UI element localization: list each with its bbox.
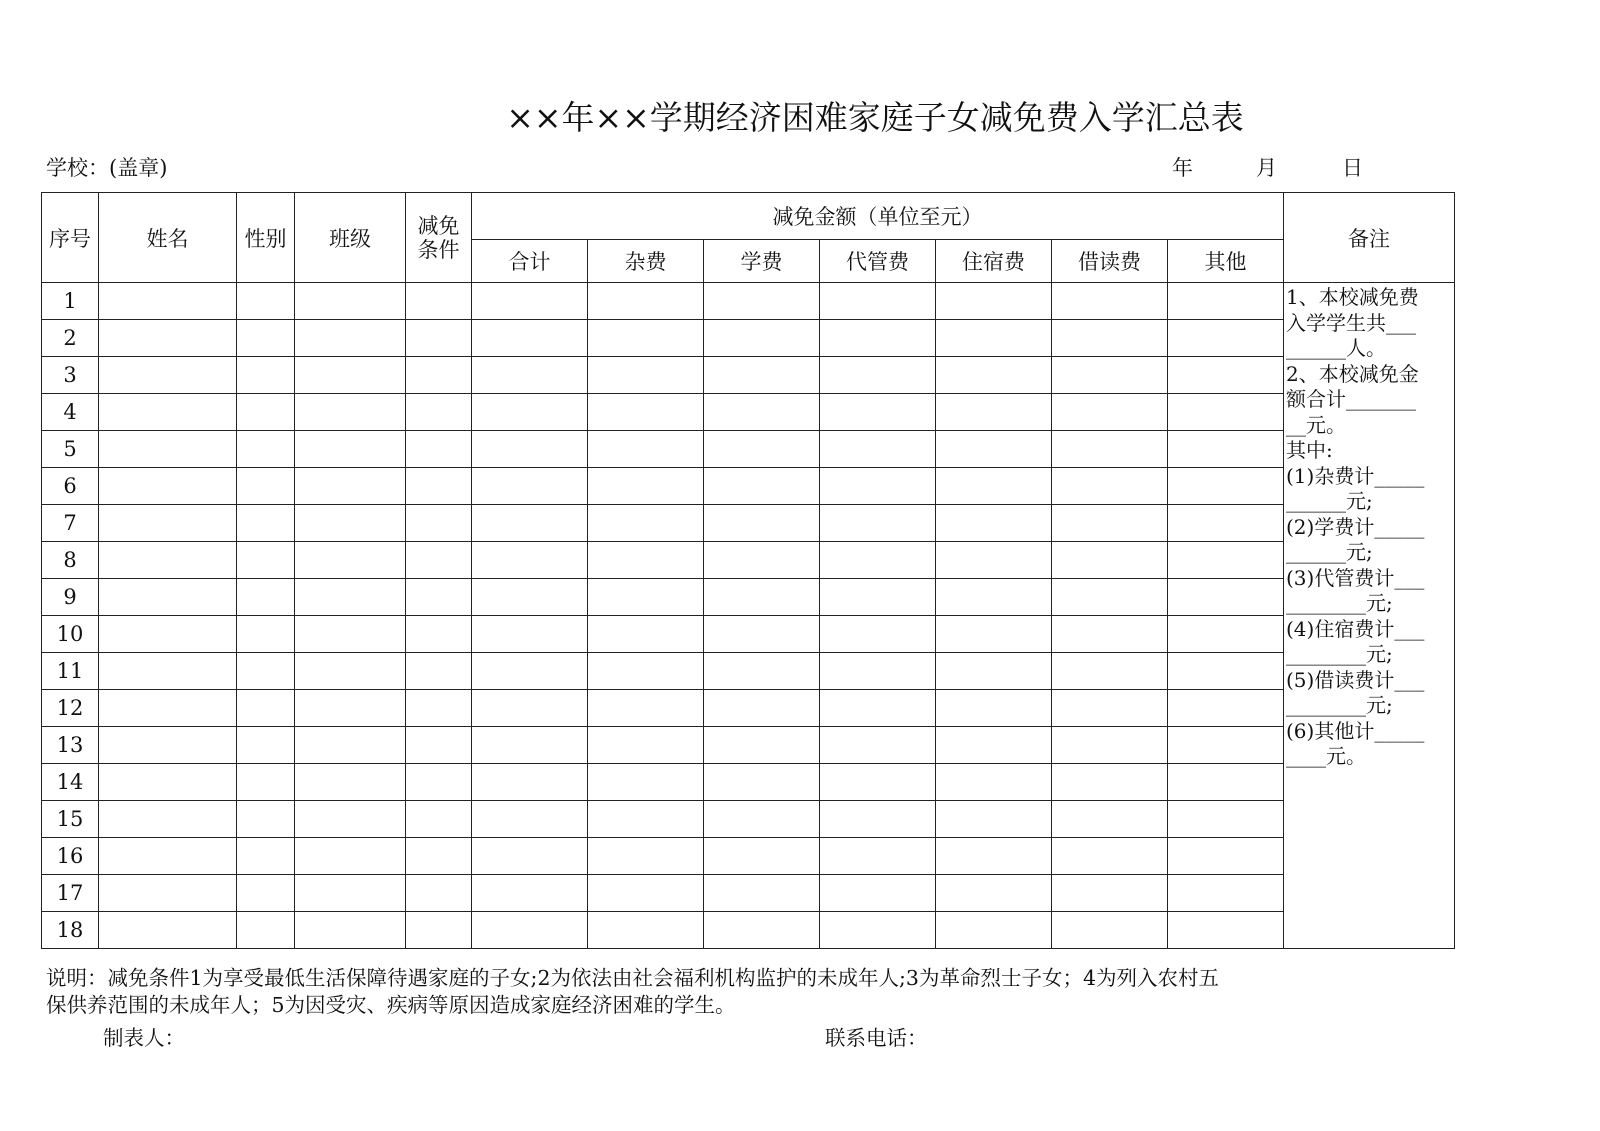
table-row (42, 320, 1455, 357)
table-cell[interactable] (704, 505, 820, 542)
table-cell[interactable] (406, 690, 472, 727)
table-cell[interactable] (237, 764, 295, 801)
table-cell[interactable] (588, 579, 704, 616)
table-cell[interactable] (1052, 468, 1168, 505)
row-seq: 12 (42, 690, 99, 727)
header-condition-line2: 条件 (417, 237, 460, 262)
table-cell[interactable] (99, 912, 237, 949)
header-other: 其他 (1168, 240, 1284, 283)
table-cell[interactable] (936, 579, 1052, 616)
table-cell[interactable] (295, 283, 406, 320)
table-cell[interactable] (588, 431, 704, 468)
table-cell[interactable] (472, 912, 588, 949)
header-condition-line1: 减免 (417, 213, 460, 238)
table-row (42, 653, 1455, 690)
table-cell[interactable] (1168, 690, 1284, 727)
remarks-line: ____元。 (1286, 744, 1366, 768)
remarks-line: 其中: (1286, 438, 1333, 462)
table-row (42, 357, 1455, 394)
table-cell[interactable] (472, 875, 588, 912)
explanation-note (46, 965, 1336, 1019)
table-cell[interactable] (1052, 283, 1168, 320)
table-cell[interactable] (237, 912, 295, 949)
table-cell[interactable] (237, 320, 295, 357)
table-cell[interactable] (99, 653, 237, 690)
table-cell[interactable] (295, 616, 406, 653)
table-cell[interactable] (704, 283, 820, 320)
table-cell[interactable] (406, 875, 472, 912)
table-row (42, 801, 1455, 838)
remarks-line: ______人。 (1286, 336, 1386, 360)
remarks-line: (5)借读费计___ (1286, 667, 1425, 692)
table-cell[interactable] (1168, 283, 1284, 320)
row-seq: 6 (42, 468, 99, 505)
table-cell[interactable] (936, 727, 1052, 764)
table-row (42, 764, 1455, 801)
table-cell[interactable] (704, 616, 820, 653)
remarks-line: 入学学生共___ (1286, 310, 1416, 335)
table-cell[interactable] (237, 431, 295, 468)
table-cell[interactable] (1052, 505, 1168, 542)
header-misc-fee: 杂费 (588, 240, 704, 283)
table-cell[interactable] (1052, 912, 1168, 949)
table-cell[interactable] (820, 801, 936, 838)
table-cell[interactable] (295, 727, 406, 764)
table-cell[interactable] (99, 727, 237, 764)
header-tuition: 学费 (704, 240, 820, 283)
table-cell[interactable] (936, 616, 1052, 653)
remarks-line: ______元; (1286, 489, 1373, 513)
table-cell[interactable] (1168, 394, 1284, 431)
table-row (42, 690, 1455, 727)
table-cell[interactable] (936, 764, 1052, 801)
maker-label: 制表人： (103, 1026, 185, 1050)
table-cell[interactable] (472, 801, 588, 838)
table-row (42, 542, 1455, 579)
header-condition (406, 193, 472, 283)
header-transfer-fee: 借读费 (1052, 240, 1168, 283)
date-month: 月 (1256, 156, 1277, 180)
date-year: 年 (1172, 156, 1193, 180)
remarks-line: 额合计_______ (1286, 387, 1416, 411)
note-line-2: 保供养范围的未成年人；5为因受灾、疾病等原因造成家庭经济困难的学生。 (46, 993, 736, 1017)
table-cell[interactable] (472, 579, 588, 616)
table-cell[interactable] (1168, 431, 1284, 468)
table-cell[interactable] (704, 468, 820, 505)
table-cell[interactable] (99, 801, 237, 838)
table-cell[interactable] (237, 690, 295, 727)
table-cell[interactable] (936, 283, 1052, 320)
date-day: 日 (1342, 156, 1363, 180)
table-cell[interactable] (936, 431, 1052, 468)
table-cell[interactable] (588, 690, 704, 727)
table-cell[interactable] (820, 764, 936, 801)
table-cell[interactable] (820, 394, 936, 431)
table-cell[interactable] (295, 431, 406, 468)
table-row (42, 616, 1455, 653)
table-row (42, 727, 1455, 764)
table-cell[interactable] (406, 357, 472, 394)
table-cell[interactable] (1168, 505, 1284, 542)
table-cell[interactable] (820, 838, 936, 875)
remarks-line: 2、本校减免金 (1286, 361, 1419, 386)
table-cell[interactable] (1052, 579, 1168, 616)
table-cell[interactable] (406, 764, 472, 801)
table-cell[interactable] (295, 320, 406, 357)
table-cell[interactable] (237, 283, 295, 320)
table-cell[interactable] (237, 838, 295, 875)
table-cell[interactable] (1052, 653, 1168, 690)
row-seq: 5 (42, 431, 99, 468)
table-cell[interactable] (295, 542, 406, 579)
table-cell[interactable] (237, 616, 295, 653)
table-cell[interactable] (820, 653, 936, 690)
table-cell[interactable] (99, 394, 237, 431)
header-lodging-fee: 住宿费 (936, 240, 1052, 283)
table-cell[interactable] (704, 801, 820, 838)
table-cell[interactable] (472, 357, 588, 394)
row-seq: 2 (42, 320, 99, 357)
table-cell[interactable] (237, 727, 295, 764)
table-cell[interactable] (99, 579, 237, 616)
table-cell[interactable] (472, 727, 588, 764)
table-cell[interactable] (588, 912, 704, 949)
table-cell[interactable] (588, 801, 704, 838)
table-cell[interactable] (588, 283, 704, 320)
header-total: 合计 (472, 240, 588, 283)
table-cell[interactable] (237, 505, 295, 542)
table-row (42, 468, 1455, 505)
table-cell[interactable] (99, 542, 237, 579)
table-cell[interactable] (820, 431, 936, 468)
table-cell[interactable] (472, 283, 588, 320)
table-cell[interactable] (295, 912, 406, 949)
table-cell[interactable] (936, 653, 1052, 690)
table-cell[interactable] (99, 838, 237, 875)
table-cell[interactable] (99, 505, 237, 542)
table-row (42, 875, 1455, 912)
header-amount-group: 减免金额（单位至元） (472, 193, 1284, 240)
table-cell[interactable] (588, 838, 704, 875)
table-cell[interactable] (1168, 653, 1284, 690)
table-cell[interactable] (99, 357, 237, 394)
remarks-cell (1284, 283, 1455, 949)
table-cell[interactable] (820, 357, 936, 394)
remarks-line: (3)代管费计___ (1286, 565, 1425, 590)
table-cell[interactable] (704, 542, 820, 579)
remarks-line: (2)学费计_____ (1286, 514, 1425, 539)
table-row (42, 283, 1455, 320)
table-cell[interactable] (820, 690, 936, 727)
table-cell[interactable] (1052, 394, 1168, 431)
table-cell[interactable] (472, 653, 588, 690)
table-cell[interactable] (704, 764, 820, 801)
table-row (42, 431, 1455, 468)
remarks-line: 1、本校减免费 (1286, 285, 1419, 309)
table-cell[interactable] (1168, 468, 1284, 505)
table-cell[interactable] (472, 468, 588, 505)
table-cell[interactable] (1168, 801, 1284, 838)
table-cell[interactable] (406, 283, 472, 320)
table-cell[interactable] (406, 394, 472, 431)
table-cell[interactable] (99, 690, 237, 727)
header-agency-fee: 代管费 (820, 240, 936, 283)
table-cell[interactable] (99, 616, 237, 653)
table-cell[interactable] (1052, 320, 1168, 357)
header-gender: 性别 (237, 193, 295, 283)
table-cell[interactable] (295, 690, 406, 727)
table-cell[interactable] (820, 875, 936, 912)
table-cell[interactable] (704, 357, 820, 394)
table-cell[interactable] (588, 505, 704, 542)
table-cell[interactable] (237, 875, 295, 912)
note-line-1: 说明：减免条件1为享受最低生活保障待遇家庭的子女;2为依法由社会福利机构监护的未成年人;3为革命烈士子女；4为列入农村五 (46, 966, 1219, 990)
table-cell[interactable] (1052, 727, 1168, 764)
table-cell[interactable] (1168, 357, 1284, 394)
table-cell[interactable] (588, 320, 704, 357)
table-cell[interactable] (99, 283, 237, 320)
table-cell[interactable] (936, 357, 1052, 394)
row-seq: 3 (42, 357, 99, 394)
table-cell[interactable] (472, 616, 588, 653)
table-cell[interactable] (237, 579, 295, 616)
table-cell[interactable] (1052, 542, 1168, 579)
table-cell[interactable] (820, 542, 936, 579)
table-cell[interactable] (936, 801, 1052, 838)
table-cell[interactable] (295, 394, 406, 431)
table-cell[interactable] (295, 838, 406, 875)
table-cell[interactable] (820, 616, 936, 653)
table-cell[interactable] (704, 838, 820, 875)
table-cell[interactable] (406, 431, 472, 468)
row-seq: 8 (42, 542, 99, 579)
table-cell[interactable] (936, 875, 1052, 912)
table-cell[interactable] (704, 690, 820, 727)
row-seq: 1 (42, 283, 99, 320)
table-cell[interactable] (406, 542, 472, 579)
table-cell[interactable] (936, 912, 1052, 949)
table-cell[interactable] (1168, 727, 1284, 764)
table-cell[interactable] (406, 468, 472, 505)
row-seq: 10 (42, 616, 99, 653)
table-cell[interactable] (936, 838, 1052, 875)
table-cell[interactable] (1168, 579, 1284, 616)
table-cell[interactable] (588, 653, 704, 690)
table-cell[interactable] (1168, 616, 1284, 653)
table-cell[interactable] (406, 727, 472, 764)
page-title: ××年××学期经济困难家庭子女减免费入学汇总表 (506, 98, 1244, 137)
table-cell[interactable] (704, 579, 820, 616)
table-cell[interactable] (1052, 616, 1168, 653)
table-cell[interactable] (295, 764, 406, 801)
table-cell[interactable] (295, 579, 406, 616)
table-row (42, 838, 1455, 875)
row-seq: 17 (42, 875, 99, 912)
row-seq: 16 (42, 838, 99, 875)
table-cell[interactable] (406, 579, 472, 616)
table-cell[interactable] (820, 727, 936, 764)
table-cell[interactable] (936, 542, 1052, 579)
table-cell[interactable] (1052, 431, 1168, 468)
table-cell[interactable] (99, 431, 237, 468)
table-cell[interactable] (99, 468, 237, 505)
table-cell[interactable] (99, 875, 237, 912)
table-cell[interactable] (820, 912, 936, 949)
table-cell[interactable] (295, 801, 406, 838)
table-cell[interactable] (704, 727, 820, 764)
table-cell[interactable] (588, 394, 704, 431)
table-cell[interactable] (588, 616, 704, 653)
table-cell[interactable] (237, 394, 295, 431)
row-seq: 14 (42, 764, 99, 801)
header-class: 班级 (295, 193, 406, 283)
table-cell[interactable] (936, 690, 1052, 727)
table-cell[interactable] (237, 801, 295, 838)
table-cell[interactable] (1168, 838, 1284, 875)
table-cell[interactable] (472, 764, 588, 801)
table-cell[interactable] (704, 431, 820, 468)
table-row (42, 505, 1455, 542)
remarks-line: ________元; (1286, 591, 1393, 615)
table-cell[interactable] (237, 357, 295, 394)
row-seq: 7 (42, 505, 99, 542)
table-cell[interactable] (406, 838, 472, 875)
table-cell[interactable] (472, 838, 588, 875)
header-name: 姓名 (99, 193, 237, 283)
table-cell[interactable] (1168, 912, 1284, 949)
remarks-line: ________元; (1286, 693, 1393, 717)
table-cell[interactable] (472, 320, 588, 357)
table-cell[interactable] (1168, 764, 1284, 801)
row-seq: 15 (42, 801, 99, 838)
remarks-line: (4)住宿费计___ (1286, 616, 1425, 641)
remarks-line: ________元; (1286, 642, 1393, 666)
table-cell[interactable] (406, 801, 472, 838)
table-cell[interactable] (295, 653, 406, 690)
table-cell[interactable] (406, 616, 472, 653)
table-cell[interactable] (1168, 875, 1284, 912)
row-seq: 9 (42, 579, 99, 616)
remarks-line: (1)杂费计_____ (1286, 463, 1425, 488)
table-cell[interactable] (1168, 542, 1284, 579)
table-cell[interactable] (472, 542, 588, 579)
remarks-line: __元。 (1286, 412, 1346, 437)
table-cell[interactable] (1052, 764, 1168, 801)
table-cell[interactable] (704, 320, 820, 357)
table-cell[interactable] (406, 505, 472, 542)
row-seq: 18 (42, 912, 99, 949)
header-seq: 序号 (42, 193, 99, 283)
table-row (42, 912, 1455, 949)
table-cell[interactable] (1052, 801, 1168, 838)
header-remarks: 备注 (1284, 193, 1455, 283)
table-cell[interactable] (936, 320, 1052, 357)
table-cell[interactable] (99, 764, 237, 801)
table-cell[interactable] (936, 468, 1052, 505)
table-cell[interactable] (237, 653, 295, 690)
table-cell[interactable] (704, 394, 820, 431)
remarks-line: (6)其他计_____ (1286, 718, 1425, 743)
table-cell[interactable] (472, 690, 588, 727)
table-cell[interactable] (472, 394, 588, 431)
table-cell[interactable] (588, 357, 704, 394)
table-cell[interactable] (704, 875, 820, 912)
phone-label: 联系电话： (825, 1026, 928, 1050)
table-cell[interactable] (1052, 690, 1168, 727)
table-cell[interactable] (406, 653, 472, 690)
table-cell[interactable] (295, 468, 406, 505)
table-cell[interactable] (820, 579, 936, 616)
row-seq: 4 (42, 394, 99, 431)
table-cell[interactable] (295, 505, 406, 542)
table-cell[interactable] (1052, 357, 1168, 394)
table-cell[interactable] (237, 542, 295, 579)
table-cell[interactable] (237, 468, 295, 505)
table-cell[interactable] (820, 283, 936, 320)
school-seal-label: 学校：(盖章) (46, 156, 168, 180)
table-cell[interactable] (99, 320, 237, 357)
table-cell[interactable] (820, 505, 936, 542)
table-cell[interactable] (704, 912, 820, 949)
table-cell[interactable] (588, 542, 704, 579)
table-cell[interactable] (295, 875, 406, 912)
table-cell[interactable] (588, 468, 704, 505)
table-cell[interactable] (1052, 838, 1168, 875)
table-cell[interactable] (820, 320, 936, 357)
table-cell[interactable] (1052, 875, 1168, 912)
table-row (42, 579, 1455, 616)
row-seq: 13 (42, 727, 99, 764)
table-cell[interactable] (1168, 320, 1284, 357)
table-cell[interactable] (472, 431, 588, 468)
table-cell[interactable] (406, 320, 472, 357)
table-cell[interactable] (406, 912, 472, 949)
table-cell[interactable] (704, 653, 820, 690)
table-cell[interactable] (820, 468, 936, 505)
table-cell[interactable] (588, 764, 704, 801)
row-seq: 11 (42, 653, 99, 690)
table-row (42, 394, 1455, 431)
table-cell[interactable] (588, 727, 704, 764)
table-cell[interactable] (936, 394, 1052, 431)
table-cell[interactable] (472, 505, 588, 542)
table-cell[interactable] (295, 357, 406, 394)
summary-table (41, 192, 1455, 949)
remarks-line: ______元; (1286, 540, 1373, 564)
table-cell[interactable] (936, 505, 1052, 542)
table-cell[interactable] (588, 875, 704, 912)
